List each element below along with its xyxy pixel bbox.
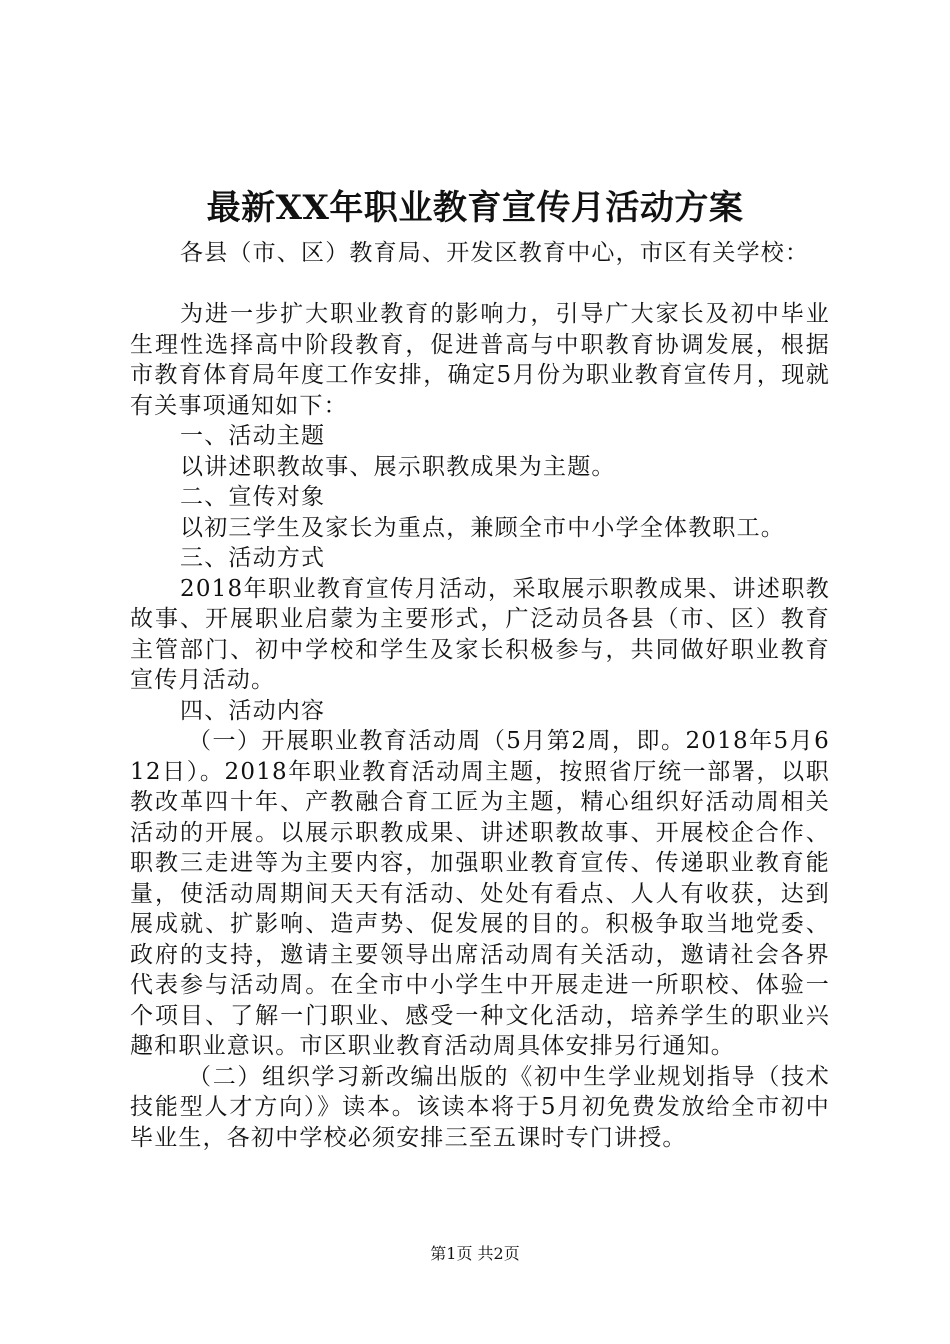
section-3-heading: 三、活动方式 xyxy=(180,545,326,571)
document-title: 最新XX年职业教育宣传月活动方案 xyxy=(206,188,744,228)
section-1-body: 以讲述职教故事、展示职教成果为主题。 xyxy=(180,453,616,480)
document-body xyxy=(130,238,830,1153)
section-1-heading: 一、活动主题 xyxy=(180,423,326,449)
section-3-body: 2018年职业教育宣传月活动，采取展示职教成果、讲述职教故事、开展职业启蒙为主要形式，广泛动员各县（市、区）教育主管部门、初中学校和学生及家长积极参与，共同做好职业教育宣传月活动。 xyxy=(130,575,830,693)
section-2-body: 以初三学生及家长为重点，兼顾全市中小学全体教职工。 xyxy=(180,514,785,541)
section-4-item-1: （一）开展职业教育活动周（5月第2周，即。2018年5月612日）。2018年职业教育活动周主题，按照省厅统一部署，以职教改革四十年、产教融合育工匠为主题，精心组织好活动周相关活动的开展。以展示职教成果、讲述职教故事、开展校企合作、职教三走进等为主要内容，加强职业教育宣传、传递职业教育能量，使活动周期间天天有活动、处处有看点、人人有收获，达到展成就、扩影响、造声势、促发展的目的。积极争取当地党委、政府的支持，邀请主要领导出席活动周有关活动，邀请社会各界代表参与活动周。在全市中小学生中开展走进一所职校、体验一个项目、了解一门职业、感受一种文化活动，培养学生的职业兴趣和职业意识。市区职业教育活动周具体安排另行通知。 xyxy=(130,728,830,1059)
blank-line xyxy=(130,269,830,300)
section-2-heading: 二、宣传对象 xyxy=(180,484,326,510)
section-4-item-2: （二）组织学习新改编出版的《初中生学业规划指导（技术技能型人才方向）》读本。该读本将于5月初免费发放给全市初中毕业生，各初中学校必须安排三至五课时专门讲授。 xyxy=(130,1063,830,1151)
intro-paragraph: 为进一步扩大职业教育的影响力，引导广大家长及初中毕业生理性选择高中阶段教育，促进普高与中职教育协调发展，根据市教育体育局年度工作安排，确定5月份为职业教育宣传月，现就有关事项通知如下： xyxy=(130,301,830,419)
section-4-heading: 四、活动内容 xyxy=(180,697,326,724)
page-footer: 第1页 共2页 xyxy=(430,1244,520,1263)
addressee-line: 各县（市、区）教育局、开发区教育中心，市区有关学校： xyxy=(180,240,810,266)
